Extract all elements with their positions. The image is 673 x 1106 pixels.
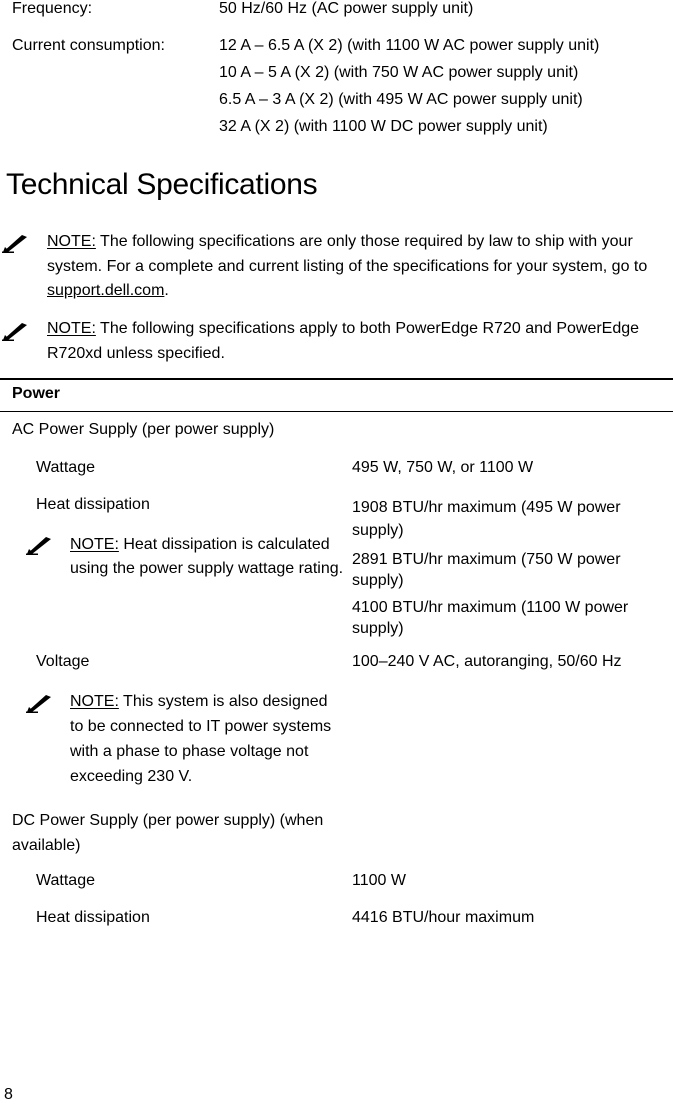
table-header: Power: [12, 385, 61, 402]
dc-heat-label: Heat dissipation: [36, 909, 150, 926]
frequency-label: Frequency:: [12, 0, 93, 17]
voltage-note-text: This system is also designed to be connected to IT power systems with a phase to phase voltage not exceeding 230 V.: [70, 693, 332, 785]
note-icon: [26, 693, 52, 713]
voltage-note-label: NOTE:: [70, 693, 119, 710]
voltage-value: 100–240 V AC, autoranging, 50/60 Hz: [352, 653, 622, 670]
note-icon: [2, 233, 28, 253]
note-1-period: .: [164, 282, 169, 299]
note-1-label: NOTE:: [47, 233, 96, 250]
voltage-label: Voltage: [36, 653, 90, 670]
ac-group-label: AC Power Supply (per power supply): [12, 421, 275, 438]
heat-value-2: 2891 BTU/hr maximum (750 W power supply): [352, 551, 621, 589]
dc-wattage-value: 1100 W: [352, 872, 406, 889]
note-2-label: NOTE:: [47, 320, 96, 337]
heat-note-label: NOTE:: [70, 536, 119, 553]
current-value-3: 6.5 A – 3 A (X 2) (with 495 W AC power supply unit): [219, 91, 583, 108]
heat-value-3: 4100 BTU/hr maximum (1100 W power supply): [352, 599, 629, 637]
ac-wattage-value: 495 W, 750 W, or 1100 W: [352, 459, 534, 476]
heat-note: [70, 533, 346, 581]
note-1-text: The following specifications are only those required by law to ship with your system. For a complete and current listing of the specifications for your system, go to: [47, 233, 648, 275]
note-icon: [26, 535, 52, 555]
voltage-note: [70, 689, 342, 789]
heat-label: Heat dissipation: [36, 496, 150, 513]
note-icon: [2, 321, 28, 341]
frequency-value: 50 Hz/60 Hz (AC power supply unit): [219, 0, 474, 17]
support-link[interactable]: support.dell.com: [47, 282, 165, 299]
current-value-1: 12 A – 6.5 A (X 2) (with 1100 W AC power supply unit): [219, 37, 600, 54]
note-2: [47, 317, 672, 366]
ac-wattage-label: Wattage: [36, 459, 95, 476]
dc-wattage-label: Wattage: [36, 872, 95, 889]
section-title: Technical Specifications: [6, 168, 318, 201]
current-label: Current consumption:: [12, 37, 165, 54]
page-number: 8: [4, 1086, 13, 1103]
current-value-2: 10 A – 5 A (X 2) (with 750 W AC power supply unit): [219, 64, 579, 81]
table-header-rule: [0, 411, 673, 412]
heat-note-text: Heat dissipation is calculated using the power supply wattage rating.: [70, 536, 344, 577]
note-1: [47, 230, 672, 304]
table-top-rule: [0, 378, 673, 380]
note-2-text: The following specifications apply to both PowerEdge R720 and PowerEdge R720xd unless specified.: [47, 320, 640, 362]
current-value-4: 32 A (X 2) (with 1100 W DC power supply unit): [219, 118, 548, 135]
heat-value-1: 1908 BTU/hr maximum (495 W power supply): [352, 499, 621, 539]
dc-group-label: DC Power Supply (per power supply) (when available): [12, 812, 324, 854]
dc-heat-value: 4416 BTU/hour maximum: [352, 909, 535, 926]
